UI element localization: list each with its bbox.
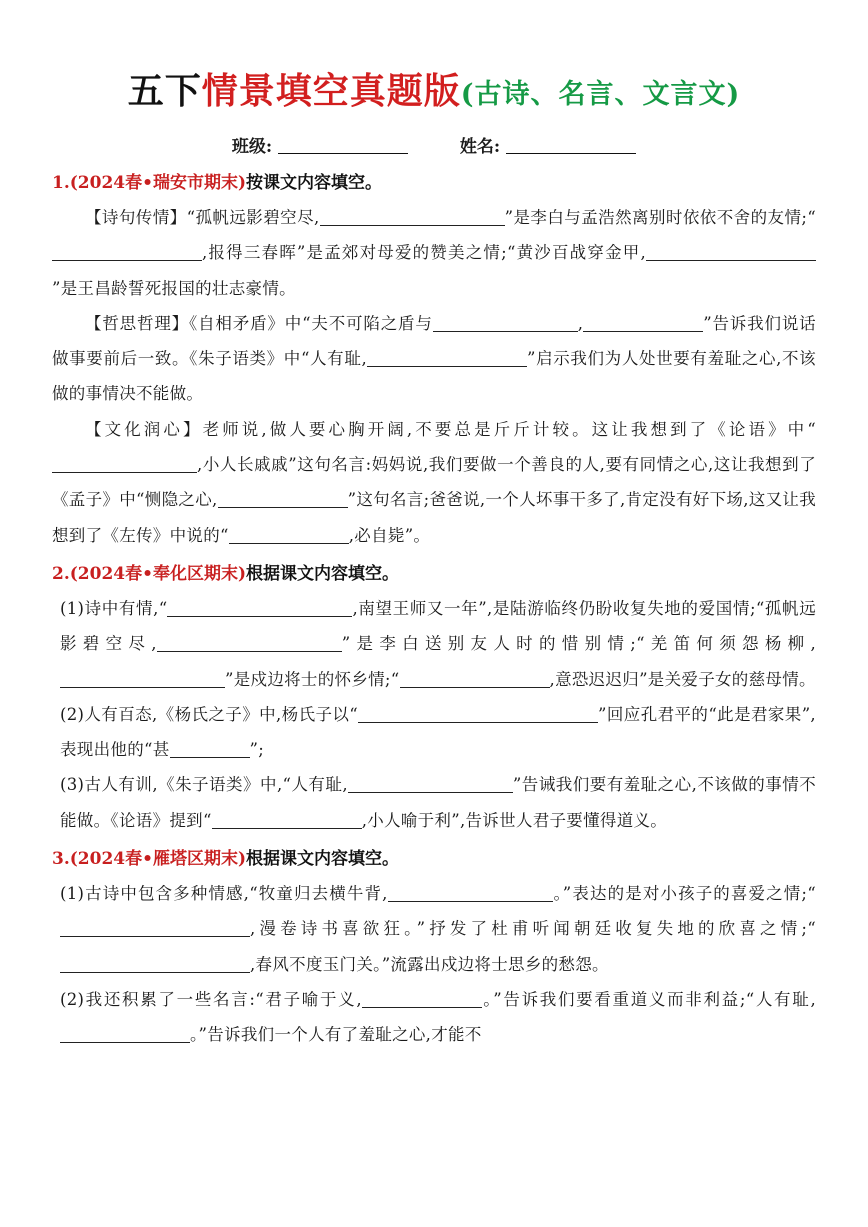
answer-blank[interactable] bbox=[583, 313, 703, 332]
student-info-line bbox=[52, 132, 816, 162]
question-instruction: 根据课文内容填空。 bbox=[246, 563, 400, 584]
text-segment: ”是王昌龄誓死报国的壮志豪情。 bbox=[52, 278, 296, 298]
answer-blank[interactable] bbox=[367, 348, 527, 367]
text-segment: ,必自毙”。 bbox=[348, 525, 431, 545]
text-segment: 【诗句传情】“孤帆远影碧空尽, bbox=[85, 208, 320, 227]
answer-blank[interactable] bbox=[60, 918, 250, 937]
answer-blank[interactable] bbox=[52, 454, 197, 473]
text-segment: ,报得三春晖”是孟郊对母爱的赞美之情;“黄沙百战穿金甲, bbox=[202, 243, 646, 263]
question-3-part-2 bbox=[52, 982, 816, 1053]
answer-blank[interactable] bbox=[212, 810, 362, 829]
answer-blank[interactable] bbox=[167, 598, 352, 617]
answer-blank[interactable] bbox=[157, 633, 342, 652]
text-segment: ”启示我们为人处世要有羞耻之心,不该做的事情决不能做。 bbox=[52, 349, 816, 404]
text-segment: ”; bbox=[249, 740, 265, 760]
text-segment: (1)古诗中包含多种情感,“牧童归去横牛背, bbox=[60, 884, 388, 904]
title-subtitle: (古诗、名言、文言文) bbox=[460, 79, 741, 110]
name-field[interactable] bbox=[506, 135, 636, 154]
answer-blank[interactable] bbox=[170, 739, 250, 758]
text-segment: ”这句名言;爸爸说,一个人坏事干多了,肯定没有好下场,这又让我想到了《左传》中说的“ bbox=[52, 490, 817, 545]
text-segment: ,漫卷诗书喜欲狂。”抒发了杜甫听闻朝廷收复失地的欣喜之情;“ bbox=[250, 919, 816, 939]
text-segment: ”是李白送别友人时的惜别情;“羌笛何须怨杨柳, bbox=[341, 634, 816, 654]
text-segment: , bbox=[577, 313, 584, 333]
answer-blank[interactable] bbox=[358, 704, 598, 723]
text-segment: (2)我还积累了一些名言:“君子喻于义, bbox=[60, 989, 362, 1009]
class-field[interactable] bbox=[278, 135, 408, 154]
answer-blank[interactable] bbox=[388, 883, 553, 902]
text-segment: ,春风不度玉门关。”流露出戍边将士思乡的愁怨。 bbox=[250, 954, 609, 974]
text-segment: ”回应孔君平的“此是君家果”,表现出他的“甚 bbox=[60, 704, 816, 760]
text-segment: ,南望王师又一年”,是陆游临终仍盼收复失地的爱国情;“孤帆远影碧空尽, bbox=[60, 598, 816, 654]
text-segment: ”是戍边将士的怀乡情;“ bbox=[225, 669, 400, 689]
text-segment: 。”告诉我们一个人有了羞耻之心,才能不 bbox=[190, 1025, 482, 1045]
class-label: 班级: bbox=[231, 137, 273, 157]
question-3-part-1 bbox=[52, 876, 816, 982]
answer-blank[interactable] bbox=[400, 669, 550, 688]
question-3-heading bbox=[52, 842, 816, 876]
text-segment: ,小人长戚戚”这句名言:妈妈说,我们要做一个善良的人,要有同情之心,这让我想到了《孟子》中“恻隐之心, bbox=[52, 455, 816, 510]
answer-blank[interactable] bbox=[320, 207, 505, 226]
answer-blank[interactable] bbox=[229, 525, 349, 544]
text-segment: ”告诉我们说话做事要前后一致。《朱子语类》中“人有耻, bbox=[52, 313, 816, 369]
text-segment: ,意恐迟迟归”是关爱子女的慈母情。 bbox=[549, 669, 816, 689]
answer-blank[interactable] bbox=[646, 242, 816, 261]
question-1-paragraph-2 bbox=[52, 306, 816, 412]
text-segment: 【哲思哲理】《自相矛盾》中“夫不可陷之盾与 bbox=[85, 313, 433, 333]
question-1-paragraph-3 bbox=[52, 412, 816, 553]
question-2-part-2 bbox=[52, 697, 816, 768]
answer-blank[interactable] bbox=[348, 774, 513, 793]
question-source: (2024春•奉化区期末) bbox=[69, 563, 247, 584]
text-segment: ”是李白与孟浩然离别时依依不舍的友情;“ bbox=[504, 208, 816, 227]
question-instruction: 根据课文内容填空。 bbox=[246, 849, 400, 870]
answer-blank[interactable] bbox=[52, 242, 202, 261]
question-2-part-1 bbox=[52, 591, 816, 697]
question-number: 3. bbox=[52, 849, 70, 870]
answer-blank[interactable] bbox=[60, 669, 225, 688]
answer-blank[interactable] bbox=[218, 489, 348, 508]
answer-blank[interactable] bbox=[60, 1024, 190, 1043]
text-segment: 。”告诉我们要看重道义而非利益;“人有耻, bbox=[481, 989, 816, 1009]
text-segment: (3)古人有训,《朱子语类》中,“人有耻, bbox=[60, 775, 348, 795]
text-segment: ,小人喻于利”,告诉世人君子要懂得道义。 bbox=[361, 810, 668, 830]
question-source: (2024春•瑞安市期末) bbox=[69, 173, 247, 193]
question-1-paragraph-1 bbox=[52, 200, 816, 306]
answer-blank[interactable] bbox=[433, 313, 578, 332]
question-2-heading bbox=[52, 557, 816, 591]
question-2-part-3 bbox=[52, 767, 816, 838]
text-segment: 【文化润心】老师说,做人要心胸开阔,不要总是斤斤计较。这让我想到了《论语》中“ bbox=[85, 419, 816, 439]
answer-blank[interactable] bbox=[60, 954, 250, 973]
text-segment: (2)人有百态,《杨氏之子》中,杨氏子以“ bbox=[60, 704, 359, 724]
name-label: 姓名: bbox=[459, 137, 501, 157]
text-segment: (1)诗中有情,“ bbox=[60, 598, 168, 618]
question-1-heading bbox=[52, 166, 816, 200]
text-segment: 。”表达的是对小孩子的喜爱之情;“ bbox=[552, 884, 816, 904]
question-instruction: 按课文内容填空。 bbox=[246, 173, 383, 193]
page-title bbox=[52, 62, 816, 124]
question-number: 2. bbox=[52, 563, 70, 584]
question-number: 1. bbox=[52, 173, 70, 193]
question-source: (2024春•雁塔区期末) bbox=[69, 849, 247, 870]
answer-blank[interactable] bbox=[362, 989, 482, 1008]
title-main: 情景填空真题版 bbox=[201, 70, 461, 112]
text-segment: ”告诫我们要有羞耻之心,不该做的事情不能做。《论语》提到“ bbox=[60, 775, 816, 830]
title-grade: 五下 bbox=[127, 70, 202, 112]
